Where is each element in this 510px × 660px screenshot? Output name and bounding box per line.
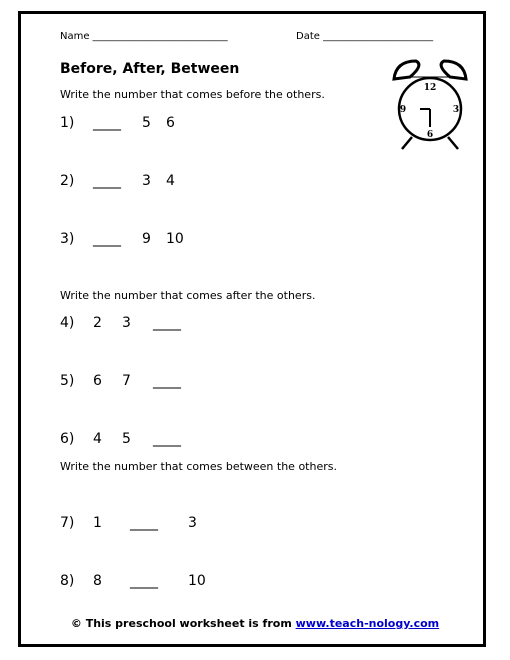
clock-number-9: 9	[399, 105, 407, 115]
question-number: 2)	[60, 173, 75, 189]
given-number: 1	[93, 515, 102, 531]
answer-blank[interactable]: ____	[130, 573, 158, 589]
given-number: 10	[188, 573, 206, 589]
given-number: 8	[93, 573, 102, 589]
answer-blank[interactable]: ____	[93, 115, 121, 131]
given-number: 5	[122, 431, 131, 447]
alarm-clock-icon	[388, 57, 472, 153]
given-number: 6	[166, 115, 175, 131]
question-number: 5)	[60, 373, 75, 389]
question-number: 3)	[60, 231, 75, 247]
clock-number-3: 3	[452, 105, 460, 115]
footer-link[interactable]: www.teach-nology.com	[295, 617, 440, 630]
clock-number-6: 6	[426, 130, 434, 140]
name-field-label: Name ___________________________	[60, 31, 228, 42]
given-number: 9	[142, 231, 151, 247]
answer-blank[interactable]: ____	[153, 431, 181, 447]
given-number: 10	[166, 231, 184, 247]
given-number: 3	[188, 515, 197, 531]
given-number: 2	[93, 315, 102, 331]
answer-blank[interactable]: ____	[93, 173, 121, 189]
question-number: 1)	[60, 115, 75, 131]
answer-blank[interactable]: ____	[93, 231, 121, 247]
answer-blank[interactable]: ____	[153, 315, 181, 331]
question-number: 7)	[60, 515, 75, 531]
question-number: 6)	[60, 431, 75, 447]
question-number: 4)	[60, 315, 75, 331]
given-number: 7	[122, 373, 131, 389]
given-number: 5	[142, 115, 151, 131]
worksheet-title: Before, After, Between	[60, 61, 240, 77]
footer-text: © This preschool worksheet is from	[70, 617, 296, 630]
question-number: 8)	[60, 573, 75, 589]
given-number: 3	[142, 173, 151, 189]
given-number: 6	[93, 373, 102, 389]
answer-blank[interactable]: ____	[130, 515, 158, 531]
given-number: 4	[166, 173, 175, 189]
given-number: 3	[122, 315, 131, 331]
instruction-between: Write the number that comes between the others.	[60, 460, 337, 473]
instruction-before: Write the number that comes before the others.	[60, 88, 325, 101]
clock-number-12: 12	[423, 83, 437, 93]
date-field-label: Date ______________________	[296, 31, 434, 42]
given-number: 4	[93, 431, 102, 447]
instruction-after: Write the number that comes after the others.	[60, 289, 316, 302]
footer-credit	[0, 617, 510, 630]
answer-blank[interactable]: ____	[153, 373, 181, 389]
